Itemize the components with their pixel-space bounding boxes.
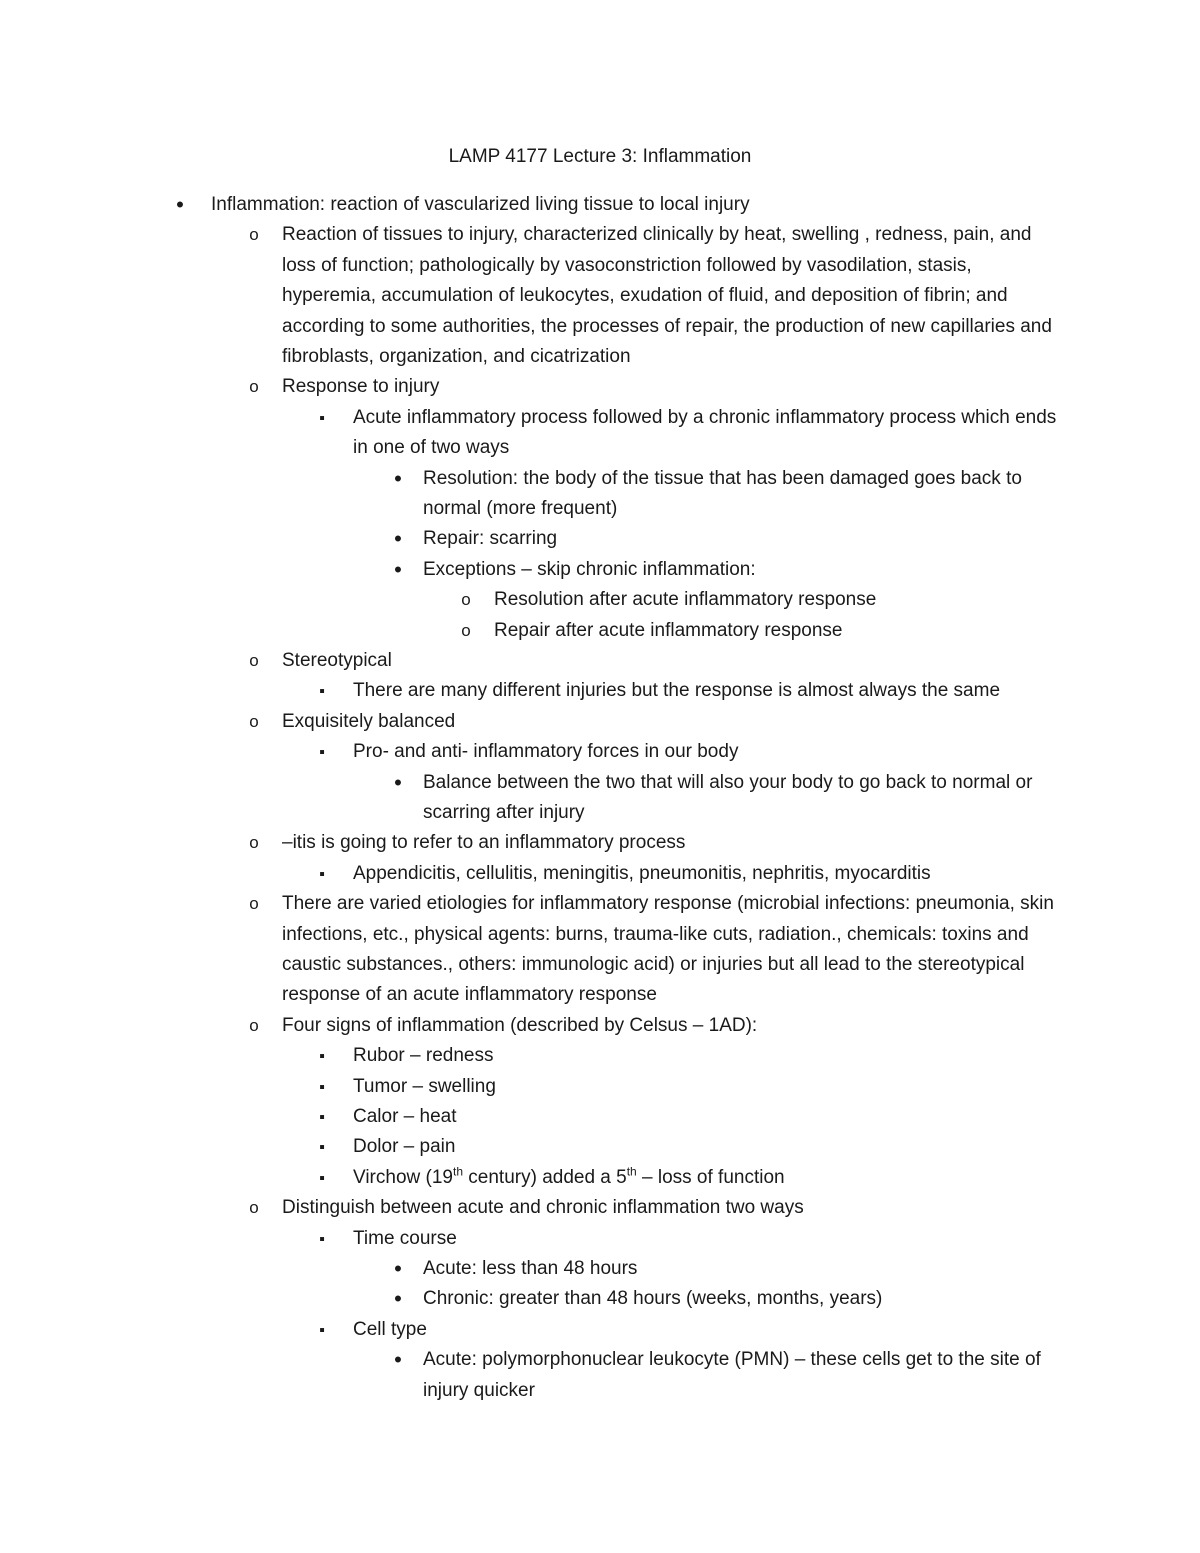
list-item: Appendicitis, cellulitis, meningitis, pneumonitis, nephritis, myocarditis xyxy=(353,862,931,884)
list-item: Acute inflammatory process followed by a chronic inflammatory process which ends in one of two ways xyxy=(353,406,1062,459)
bullet-marker xyxy=(388,768,408,800)
list-item: Resolution: the body of the tissue that has been damaged goes back to normal (more frequent) xyxy=(423,467,1028,519)
list-item: Inflammation: reaction of vascularized living tissue to local injury xyxy=(211,194,750,215)
list-item: Response to injury xyxy=(282,376,440,398)
list-item: There are varied etiologies for inflammatory response (microbial infections: pneumonia, skin infections, etc., physical agents: burns, trauma-like cuts, radiation., chemicals: toxins and caustic substances., others: immunologic acid) or injuries but all lead to the stereotypical response of an acute inflammatory response xyxy=(282,893,1060,1006)
bullet-marker xyxy=(388,1254,408,1286)
list-item: Stereotypical xyxy=(282,650,392,671)
list-item: Reaction of tissues to injury, characterized clinically by heat, swelling , redness, pain, and loss of function; pathologically by vasoconstriction followed by vasodilation, stasis, hyperemia, accumulation of leukocytes, exudation of fluid, and deposition of fibrin; and according to some authorities, the processes of repair, the production of new capillaries and fibroblasts, organization, and cicatrization xyxy=(282,224,1058,368)
list-item: Distinguish between acute and chronic inflammation two ways xyxy=(282,1197,804,1219)
bullet-marker xyxy=(388,524,408,556)
list-item: Cell type xyxy=(353,1318,427,1340)
text-run: century) added a 5 xyxy=(463,1166,627,1188)
square-marker xyxy=(312,1072,332,1103)
list-item: Four signs of inflammation (described by Celsus – 1AD): xyxy=(282,1014,758,1036)
square-marker xyxy=(312,737,332,768)
list-item: Tumor – swelling xyxy=(353,1075,496,1097)
square-marker xyxy=(312,1132,332,1163)
text-run: Virchow (19 xyxy=(353,1166,453,1188)
circle-marker xyxy=(244,707,264,737)
bullet-marker xyxy=(388,1345,408,1377)
list-item: Acute: polymorphonuclear leukocyte (PMN) – these cells get to the site of injury quicker xyxy=(423,1349,1047,1401)
square-marker xyxy=(312,1163,332,1194)
circle-marker xyxy=(244,1011,264,1041)
text-run: th xyxy=(626,1164,637,1179)
circle-marker xyxy=(456,585,476,615)
list-item: Acute: less than 48 hours xyxy=(423,1258,638,1279)
text-run: th xyxy=(452,1164,463,1179)
square-marker xyxy=(312,676,332,707)
list-item: Pro- and anti- inflammatory forces in our body xyxy=(353,741,739,763)
circle-marker xyxy=(244,828,264,858)
list-item: Exquisitely balanced xyxy=(282,710,456,732)
square-marker xyxy=(312,859,332,890)
circle-marker xyxy=(244,372,264,402)
bullet-marker xyxy=(388,1284,408,1316)
bullet-marker xyxy=(170,190,190,222)
list-item: Balance between the two that will also your body to go back to normal or scarring after injury xyxy=(423,771,1038,823)
circle-marker xyxy=(244,1193,264,1223)
list-item: Exceptions – skip chronic inflammation: xyxy=(423,558,756,580)
circle-marker xyxy=(456,616,476,646)
bullet-marker xyxy=(388,555,408,587)
list-item: There are many different injuries but the response is almost always the same xyxy=(353,680,1001,702)
list-item: Rubor – redness xyxy=(353,1045,494,1067)
square-marker xyxy=(312,403,332,434)
circle-marker xyxy=(244,220,264,250)
circle-marker xyxy=(244,889,264,919)
circle-marker xyxy=(244,646,264,676)
list-item: –itis is going to refer to an inflammatory process xyxy=(282,832,686,854)
square-marker xyxy=(312,1315,332,1346)
list-item: Chronic: greater than 48 hours (weeks, months, years) xyxy=(423,1288,883,1310)
square-marker xyxy=(312,1224,332,1255)
list-item: Repair after acute inflammatory response xyxy=(494,619,843,641)
list-item: Calor – heat xyxy=(353,1106,457,1127)
list-item: Resolution after acute inflammatory response xyxy=(494,589,877,611)
list-item: Time course xyxy=(353,1227,457,1249)
list-item: Repair: scarring xyxy=(423,528,558,550)
bullet-marker xyxy=(388,464,408,496)
square-marker xyxy=(312,1041,332,1072)
list-item: Dolor – pain xyxy=(353,1136,456,1158)
text-run: – loss of function xyxy=(636,1166,785,1188)
square-marker xyxy=(312,1102,332,1133)
list-item xyxy=(353,1163,1062,1193)
page-title: LAMP 4177 Lecture 3: Inflammation xyxy=(448,146,752,167)
